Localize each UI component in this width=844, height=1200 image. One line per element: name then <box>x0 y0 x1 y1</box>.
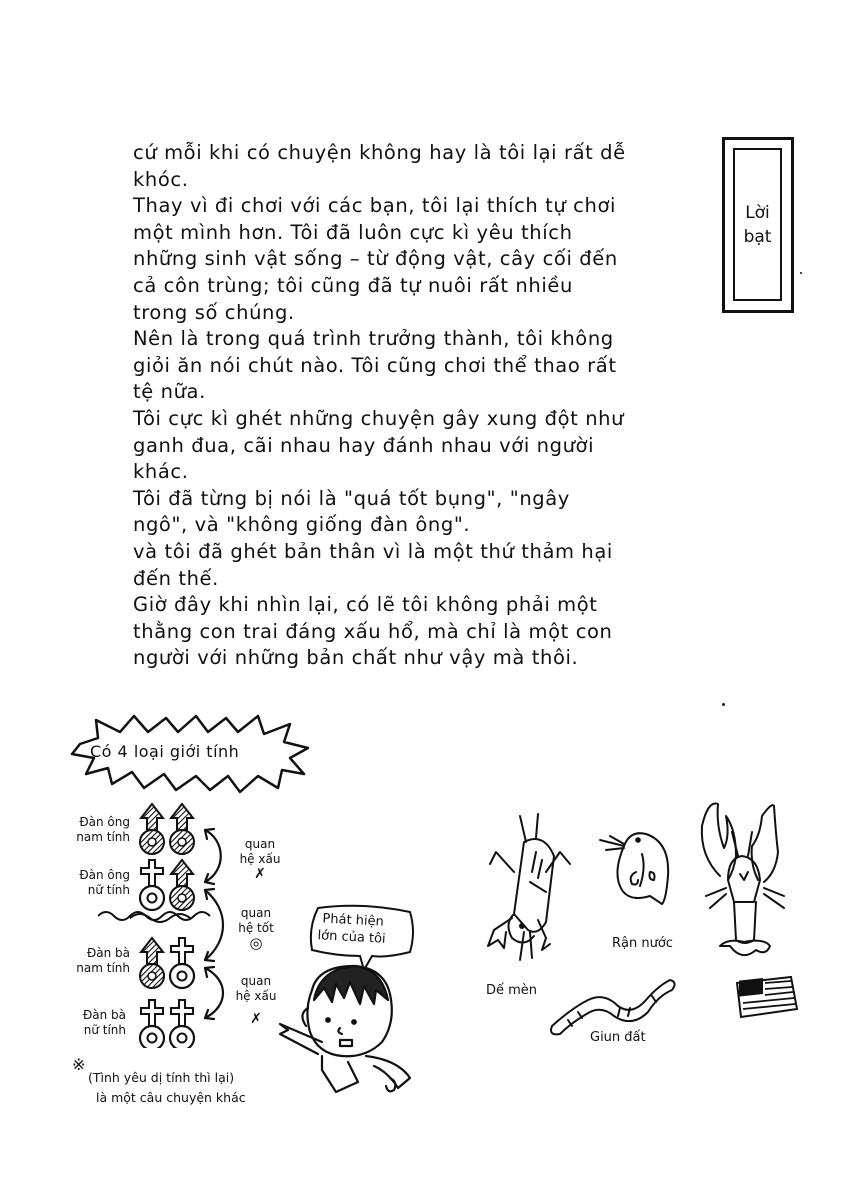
paragraph-line: cứ mỗi khi có chuyện không hay là tôi lại rất dễ <box>133 141 626 164</box>
speech-line: lớn của tôi <box>317 928 386 947</box>
paragraph-line: trong số chúng. <box>133 300 295 324</box>
relation-line: quan <box>240 906 272 920</box>
paragraph-line: thằng con trai đáng xấu hổ, mà chỉ là một con <box>133 619 613 643</box>
paragraph-line: khóc. <box>133 167 189 191</box>
paragraph-line: những sinh vật sống – từ động vật, cây cối đến <box>133 247 618 271</box>
relation-line: hệ tốt <box>238 921 274 935</box>
chapter-title-word: Lời <box>745 202 770 223</box>
category-line: Đàn ông <box>79 868 130 882</box>
relation-line: hệ xấu <box>235 989 277 1003</box>
us-flag-icon <box>735 975 801 1021</box>
water-flea-illustration <box>596 826 676 926</box>
relation-line: hệ xấu <box>239 852 281 866</box>
paragraph-line: khác. <box>133 460 189 484</box>
cricket-illustration <box>484 812 584 962</box>
speck <box>800 272 802 274</box>
bad-relation-icon: ✗ <box>254 866 266 882</box>
relation-label <box>232 906 280 951</box>
paragraph-line: Nên là trong quá trình trưởng thành, tôi không <box>133 327 614 351</box>
category-label <box>62 946 130 976</box>
paragraph-line: ganh đua, cãi nhau hay đánh nhau với người <box>133 433 595 457</box>
paragraph-line: tệ nữa. <box>133 380 206 404</box>
good-relation-icon: ◎ <box>249 934 263 952</box>
paragraph-line: đến thế. <box>133 566 219 590</box>
speech-line: Phát hiện <box>322 911 385 930</box>
paragraph-line: người với những bản chất như vậy mà thôi. <box>133 646 579 670</box>
footnote <box>88 1068 246 1108</box>
relation-line: quan <box>240 974 272 988</box>
category-label <box>66 868 130 898</box>
speck <box>722 703 725 706</box>
paragraph-line: giỏi ăn nói chút nào. Tôi cũng chơi thể thao rất <box>133 353 617 377</box>
paragraph-line: ngô", và "không giống đàn ông". <box>133 513 471 537</box>
paragraph-line: Tôi đã từng bị nói là "quá tốt bụng", "ngây <box>133 486 570 510</box>
category-label <box>62 1008 126 1038</box>
burst-headline: Có 4 loại giới tính <box>90 742 240 761</box>
creature-label-cricket: Dế mèn <box>486 983 538 998</box>
category-line: Đàn bà <box>82 1008 126 1022</box>
paragraph-line: và tôi đã ghét bản thân vì là một thứ thảm hại <box>133 539 613 563</box>
creature-label-earthworm: Giun đất <box>590 1030 646 1045</box>
afterword-paragraph <box>133 140 673 672</box>
speech-bubble-text <box>317 910 387 948</box>
relation-arrows <box>195 820 235 1040</box>
boy-character-illustration <box>278 960 418 1110</box>
bad-relation-icon: ✗ <box>250 1011 262 1027</box>
footnote-line: (Tình yêu dị tính thì lại) <box>88 1070 235 1085</box>
category-line: nữ tính <box>83 1023 126 1037</box>
paragraph-line: cả côn trùng; tôi cũng đã tự nuôi rất nhiều <box>133 273 573 297</box>
creature-label-water-flea: Rận nước <box>612 936 673 951</box>
crayfish-illustration <box>680 796 800 972</box>
category-line: Đàn bà <box>86 946 130 960</box>
earthworm-illustration <box>548 972 678 1038</box>
category-line: nam tính <box>76 830 130 844</box>
paragraph-line: Thay vì đi chơi với các bạn, tôi lại thích tự chơi <box>133 194 617 218</box>
relation-line: quan <box>244 837 276 851</box>
category-line: nữ tính <box>87 883 130 897</box>
relation-label <box>232 974 280 1027</box>
paragraph-line: một mình hơn. Tôi đã luôn cực kì yêu thích <box>133 220 573 244</box>
paragraph-line: Tôi cực kì ghét những chuyện gây xung đột như <box>133 406 625 430</box>
category-line: nam tính <box>76 961 130 975</box>
category-label <box>66 815 130 845</box>
chapter-title-word: bạt <box>743 226 772 247</box>
footnote-line: là một câu chuyện khác <box>96 1090 246 1105</box>
chapter-title-box <box>722 137 794 313</box>
footnote-mark: ※ <box>72 1055 86 1074</box>
paragraph-line: Giờ đây khi nhìn lại, có lẽ tôi không phải một <box>133 593 598 617</box>
category-line: Đàn ông <box>79 815 130 829</box>
relation-label <box>236 837 284 882</box>
chapter-title-inner <box>733 148 782 301</box>
